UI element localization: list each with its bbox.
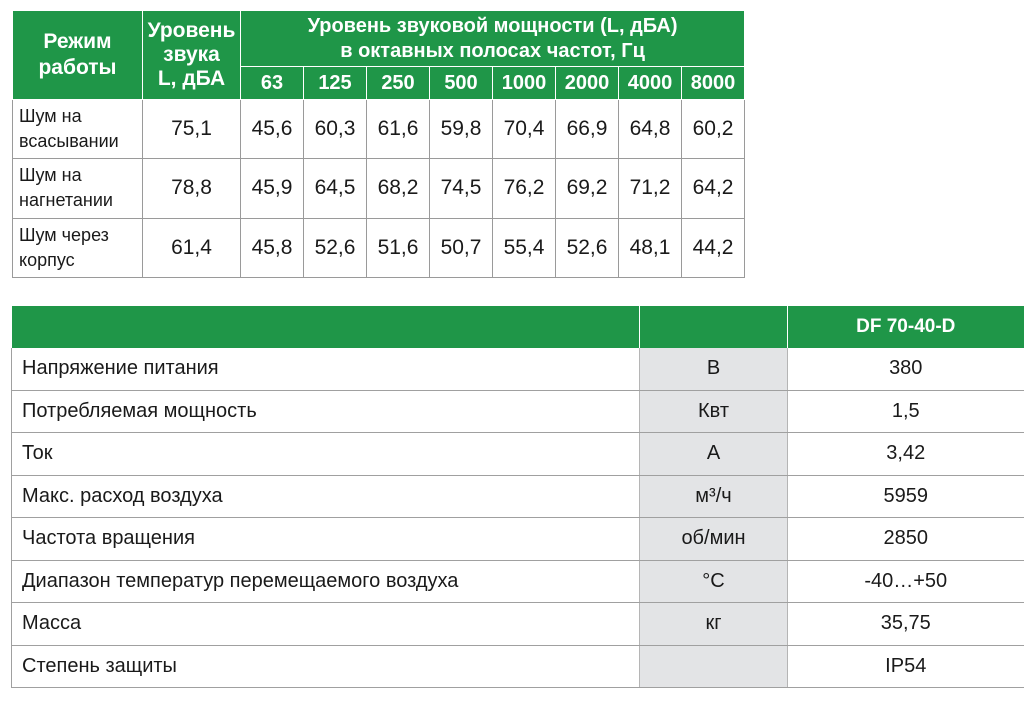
noise-value-cell: 74,5 [430,159,493,218]
noise-level-cell: 61,4 [143,218,241,277]
header-octave-power [241,11,745,67]
band-1000: 1000 [493,67,556,100]
table-row [12,433,1024,476]
spec-param-value: 35,75 [788,603,1024,646]
noise-value-cell: 59,8 [430,100,493,159]
header-sound-level [143,11,241,100]
noise-value-cell: 52,6 [304,218,367,277]
noise-value-cell: 45,6 [241,100,304,159]
spec-header-name [12,306,640,348]
spec-param-name: Диапазон температур перемещаемого воздуха [12,560,640,603]
noise-value-cell: 52,6 [556,218,619,277]
table-row [12,518,1024,561]
noise-value-cell: 69,2 [556,159,619,218]
spec-param-name: Частота вращения [12,518,640,561]
noise-value-cell: 64,5 [304,159,367,218]
header-mode-text: Режим работы [38,30,117,79]
noise-value-cell: 61,6 [367,100,430,159]
noise-value-cell: 48,1 [619,218,682,277]
noise-value-cell: 45,9 [241,159,304,218]
spec-param-name: Напряжение питания [12,348,640,390]
noise-value-cell: 51,6 [367,218,430,277]
spec-table [11,306,1024,688]
table-row [13,159,745,218]
noise-value-cell: 64,2 [682,159,745,218]
noise-table [12,10,745,278]
noise-value-cell: 44,2 [682,218,745,277]
noise-value-cell: 60,3 [304,100,367,159]
spec-param-value: -40…+50 [788,560,1024,603]
band-63: 63 [241,67,304,100]
noise-value-cell: 50,7 [430,218,493,277]
spec-param-unit: В [640,348,788,390]
noise-mode-cell: Шум через корпус [13,218,143,277]
table-row [12,348,1024,390]
table-row [12,603,1024,646]
spec-param-name: Макс. расход воздуха [12,475,640,518]
table-row [12,645,1024,688]
band-8000: 8000 [682,67,745,100]
spec-param-name: Масса [12,603,640,646]
spec-param-unit: кг [640,603,788,646]
table-row [12,560,1024,603]
table-row [12,475,1024,518]
noise-value-cell: 55,4 [493,218,556,277]
spec-param-name: Ток [12,433,640,476]
noise-value-cell: 70,4 [493,100,556,159]
spec-param-value: IP54 [788,645,1024,688]
noise-level-cell: 75,1 [143,100,241,159]
noise-value-cell: 45,8 [241,218,304,277]
header-octave-power-text: Уровень звуковой мощности (L, дБА) в октавных полосах частот, Гц [307,14,678,62]
spec-param-unit: Квт [640,390,788,433]
spec-param-value: 2850 [788,518,1024,561]
spec-param-unit: А [640,433,788,476]
noise-header-row [13,11,745,67]
header-sound-level-text: Уровень звука L, дБА [147,19,236,90]
noise-value-cell: 68,2 [367,159,430,218]
noise-value-cell: 64,8 [619,100,682,159]
spec-param-value: 380 [788,348,1024,390]
spec-param-value: 1,5 [788,390,1024,433]
spec-param-name: Степень защиты [12,645,640,688]
band-500: 500 [430,67,493,100]
spec-param-unit [640,645,788,688]
band-250: 250 [367,67,430,100]
noise-mode-cell: Шум на всасывании [13,100,143,159]
spec-param-unit: м³/ч [640,475,788,518]
spec-param-value: 3,42 [788,433,1024,476]
band-125: 125 [304,67,367,100]
spec-param-name: Потребляемая мощность [12,390,640,433]
table-row [13,218,745,277]
table-row [12,390,1024,433]
spec-param-value: 5959 [788,475,1024,518]
band-4000: 4000 [619,67,682,100]
noise-level-cell: 78,8 [143,159,241,218]
noise-value-cell: 60,2 [682,100,745,159]
noise-value-cell: 76,2 [493,159,556,218]
noise-value-cell: 71,2 [619,159,682,218]
spec-header-model: DF 70-40-D [788,306,1024,348]
band-2000: 2000 [556,67,619,100]
table-row [13,100,745,159]
spec-header-unit [640,306,788,348]
header-mode [13,11,143,100]
spec-param-unit: °С [640,560,788,603]
noise-value-cell: 66,9 [556,100,619,159]
noise-mode-cell: Шум на нагнетании [13,159,143,218]
spec-param-unit: об/мин [640,518,788,561]
spec-header-row [12,306,1024,348]
